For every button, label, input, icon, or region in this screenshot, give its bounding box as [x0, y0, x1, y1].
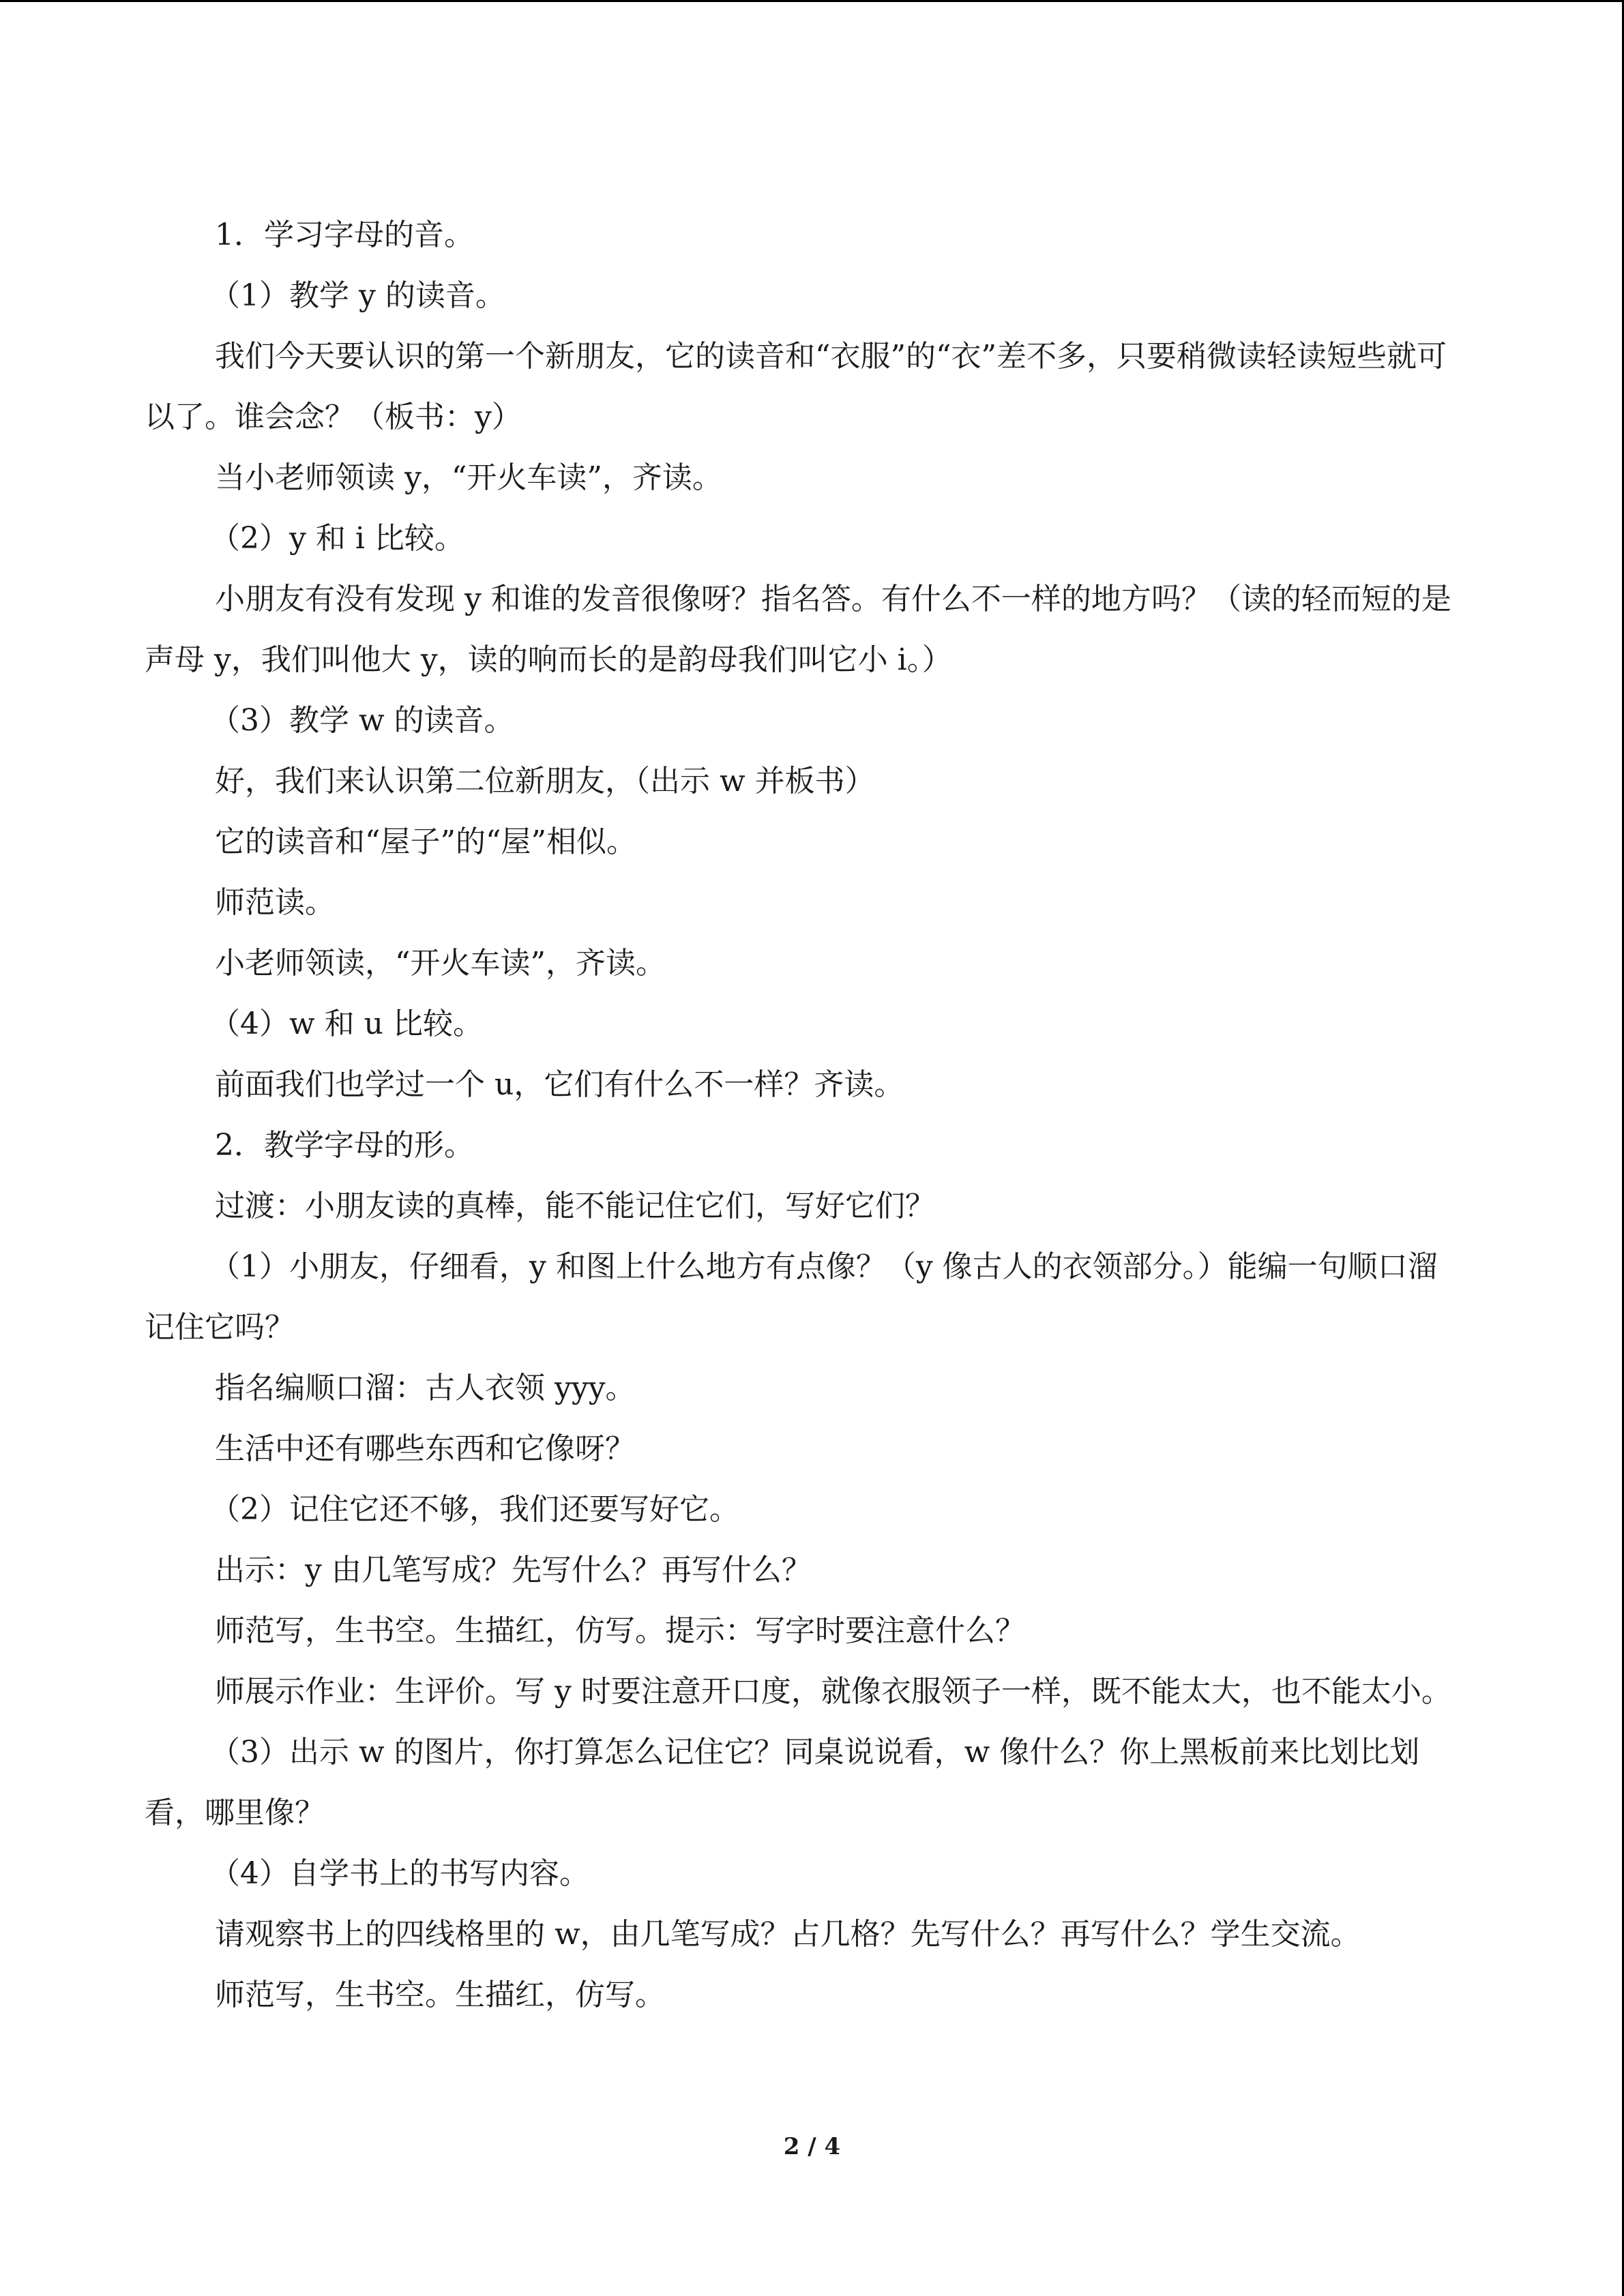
paragraph: 师展示作业：生评价。写 y 时要注意开口度，就像衣服领子一样，既不能太大，也不能太小。 [215, 1674, 1451, 1709]
paragraph: 师范写，生书空。生描红，仿写。 [215, 1978, 665, 2012]
paragraph: 我们今天要认识的第一个新朋友，它的读音和“衣服”的“衣”差不多，只要稍微读轻读短些就可以了。谁会念？（板书：y） [145, 339, 1447, 434]
paragraph: 出示：y 由几笔写成？先写什么？再写什么？ [215, 1553, 812, 1587]
paragraph: 师范写，生书空。生描红，仿写。提示：写字时要注意什么？ [215, 1613, 1025, 1648]
paragraph: （3）出示 w 的图片，你打算怎么记住它？同桌说说看，w 像什么？你上黑板前来比划比划看，哪里像？ [145, 1735, 1420, 1830]
paragraph: 小老师领读，“开火车读”，齐读。 [215, 946, 666, 981]
paragraph: （1）小朋友，仔细看，y 和图上什么地方有点像？（y 像古人的衣领部分。）能编一句顺口溜记住它吗？ [145, 1249, 1438, 1345]
paragraph: 请观察书上的四线格里的 w，由几笔写成？占几格？先写什么？再写什么？学生交流。 [215, 1917, 1361, 1952]
paragraph: （2）y 和 i 比较。 [210, 521, 464, 556]
paragraph: 1．学习字母的音。 [215, 218, 474, 252]
paragraph: 当小老师领读 y，“开火车读”，齐读。 [215, 460, 722, 495]
paragraph: （2）记住它还不够，我们还要写好它。 [210, 1492, 739, 1527]
paragraph: 它的读音和“屋子”的“屋”相似。 [215, 824, 636, 859]
paragraph: 2．教学字母的形。 [215, 1128, 474, 1163]
document-body [145, 205, 1466, 2025]
page-number: 2 / 4 [783, 2133, 841, 2160]
paragraph: 小朋友有没有发现 y 和谁的发音很像呀？指名答。有什么不一样的地方吗？（读的轻而短的是声母 y，我们叫他大 y，读的响而长的是韵母我们叫它小 i。） [145, 582, 1451, 677]
paragraph: （4）w 和 u 比较。 [210, 1007, 483, 1041]
paragraph: （1）教学 y 的读音。 [210, 278, 505, 313]
page-top-border [0, 0, 1624, 2]
paragraph: 前面我们也学过一个 u，它们有什么不一样？齐读。 [215, 1067, 904, 1102]
paragraph: 过渡：小朋友读的真棒，能不能记住它们，写好它们？ [215, 1189, 935, 1223]
paragraph: 师范读。 [215, 885, 335, 920]
paragraph: 好，我们来认识第二位新朋友，（出示 w 并板书） [215, 764, 875, 799]
paragraph: （3）教学 w 的读音。 [210, 703, 514, 738]
paragraph: 指名编顺口溜：古人衣领 yyy。 [215, 1371, 636, 1405]
paragraph: 生活中还有哪些东西和它像呀？ [215, 1431, 635, 1466]
paragraph: （4）自学书上的书写内容。 [210, 1856, 589, 1891]
